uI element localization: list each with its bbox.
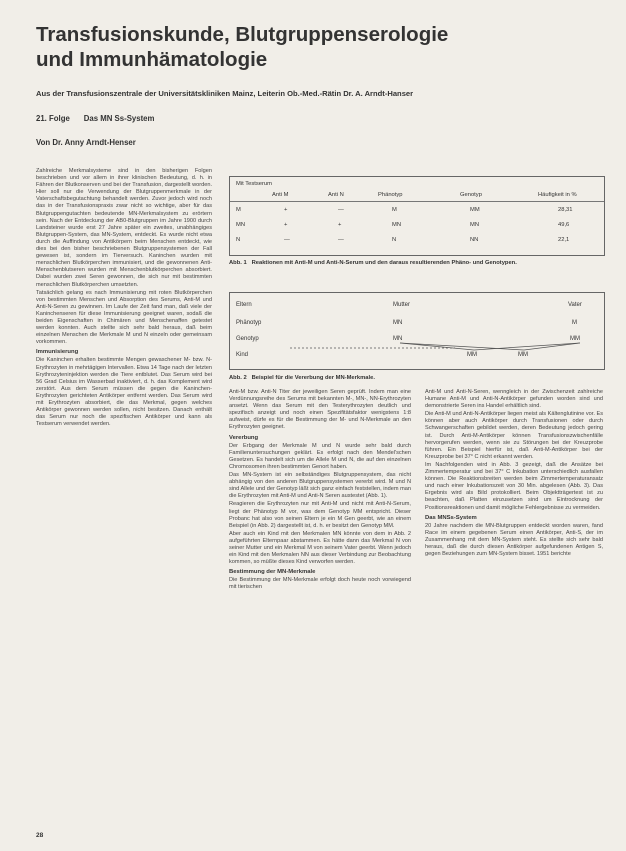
figure-label: Abb. 1 [229,260,247,266]
row-label-genotyp: Genotyp [236,336,259,342]
section-heading: Vererbung [229,434,259,441]
table-rule [230,201,604,202]
table-cell: + [284,207,288,213]
text-column-2 [229,389,411,827]
table-cell: — [338,207,344,213]
table-cell: + [284,222,288,228]
table-cell: N [392,237,397,243]
inheritance-diagram [229,292,605,370]
text-column-1 [36,168,212,820]
table-cell: 22,1 [558,237,570,243]
mutter-label: Mutter [393,302,411,308]
table-cell: 49,6 [558,222,570,228]
paragraph: Die Kaninchen erhalten bestimmte Mengen gewaschener M- bzw. N-Erythrozyten in mehrtägigen Intervallen. Etwa 14 Tage nach der letzten Erythrozyteninjektion werden die Tiere entblutet. Das Serum wird bei 56 Grad Celsius im Wasserbad inaktiviert, d. h. das Komplement wird zerstört. Aus dem Serum müssen die gegen die Kaninchen-Erythrozyten gerichteten Antikörper entfernt werden. Das Serum wird mit Erythrozyten absorbiert, die das Merkmal, gegen welches Antikörper gewonnen werden sollen, nicht besitzen. Danach enthält das Serum nur noch die spezifischen Antikörper und kann als Testserum verwendet werden. [36,357,212,428]
table-header: Häufigkeit in % [538,192,577,198]
paragraph: Zahlreiche Merkmalsysteme sind in den bisherigen Folgen beschrieben und vor allem in ihrer klinischen Bedeutung, d. h. in Fähren der Blutkonserven und bei der Transfusion, dargestellt worden. Hier soll nur die Verwendung der Blutgruppenmerkmale in der Vaterschaftsbegutachtung behandelt werden. Zuvor jedoch wird noch das in der Transfusionspraxis zwar nicht so wichtige, aber für das Blutgruppengutachten bedeutende MN-Merkmalsystem zu erörtern sein. Nach der Entdeckung der AB0-Blutgruppen im Jahre 1900 durch Landsteiner wurde erst 27 Jahre später ein zweites, unabhängiges Blutgruppen-System, das MN-System, entdeckt. Es wurde nicht etwa durch die Auffindung von Antikörpern beim Menschen entdeckt, wie dies bei den bisher beschriebenen Blutgruppensystemen der Fall gewesen ist, sondern im Tierversuch. Kaninchen wurden mit menschlichen Blutkörperchen immunisiert, und die gewonnenen Anti-Menschenblutseren wurden mit Menschenblutkörperchen absorbiert. Dabei wurden zwei Seren gewonnen, die sich nur mit bestimmten menschlichen Blutkörperchen umsetzten. [36,168,212,288]
paragraph: Der Erbgang der Merkmale M und N wurde sehr bald durch Familienuntersuchungen geklärt. Es erfolgt nach den Mendel'schen Gesetzen. Es handelt sich um die Allele M und N, die auf den einzelnen Chromosomen ihren bestimmten Genort haben. [229,442,411,470]
table-header: Phänotyp [378,192,403,198]
paragraph: Reagieren die Erythrozyten nur mit Anti-M und nicht mit Anti-N-Serum, liegt der Phänotyp M vor, was dem Genotyp MM entspricht. Dieser Probanc hat also von seinen Eltern je ein M Gen geerbt, wie an einem Beispiel (in Abb. 2) dargestellt ist, d. h. er besitzt den Genotyp MM. [229,501,411,529]
row-label-kind: Kind [236,352,249,358]
table-cell: N [236,237,241,243]
table-header: Genotyp [460,192,482,198]
figure-text: Beispiel für die Vererbung der MN-Merkmale. [251,375,375,381]
table-cell: — [338,237,344,243]
mutter-phenotype: MN [393,320,403,326]
text-column-3 [425,389,603,827]
vater-genotype: MM [570,336,580,342]
table-cell: MN [470,222,480,228]
paragraph: Anti-M bzw. Anti-N Titer der jeweiligen Seren geprüft. Indem man eine Verdünnungsreihe des Serums mit bekannten M-, MN-, NN-Erythrozyten ansetzt. Wenn das Serum mit den Testerythrozyten deutlich und spezifisch anzeigt und noch einen Spezifitätsfaktor wenigstens 1:8 aufweist, dürfe es für die Bestimmung der M- und N-Merkmale an den Erythrozyten geeignet. [229,389,411,431]
table-cell: MM [470,207,480,213]
episode-number: 21. Folge [36,114,70,123]
figure-caption-2 [229,375,603,382]
row-label-phaenotyp: Phänotyp [236,320,262,326]
author-line: Von Dr. Anny Arndt-Henser [36,138,136,147]
child-genotype: MM [467,352,477,358]
table-cell: M [392,207,397,213]
article-title [36,22,596,72]
episode-line [36,114,154,123]
table-cell: M [236,207,241,213]
table-cell: 28,31 [558,207,573,213]
title-line-2: und Immunhämatologie [36,48,268,71]
paragraph: Die Bestimmung der MN-Merkmale erfolgt doch heute noch vorwiegend mit tierischen [229,577,411,591]
source-line: Aus der Transfusionszentrale der Universitätskliniken Mainz, Leiterin Ob.-Med.-Rätin Dr. A. Arndt-Hanser [36,89,414,98]
row-label-eltern: Eltern [236,302,252,308]
table-cell: MN [392,222,402,228]
figure-caption-1 [229,260,603,267]
table-header: Anti N [328,192,344,198]
inheritance-svg [230,293,604,369]
figure-text: Reaktionen mit Anti-M und Anti-N-Serum und den daraus resultierenden Phäno- und Genotypen. [251,260,517,266]
table-header: Anti M [272,192,289,198]
paragraph: Aber auch ein Kind mit den Merkmalen MN könnte von dem in Abb. 2 aufgeführten Elternpaar abstammen. Es hätte dann das Merkmal N von seiner Mutter und ein Merkmal M von seinem Vater geerbt. Wenn jedoch ein Kind mit den Merkmalen NN aus dieser Verbindung zur Beobachtung kommen, so müßte dieses Kind verworfen werden. [229,530,411,566]
paragraph: Die Anti-M und Anti-N-Antikörper liegen meist als Kältenglutinine vor. Es können aber auch Antikörper durch Transfusionen oder durch Schwangerschaften gebildet werden, deren Bedeutung jedoch gering ist. Durch Anti-M-Antikörper können Transfusionszwischenfälle hervorgerufen werden, wenn sie zu Störungen bei der Kreuzprobe führen. Ein Beispiel hierfür ist, daß Anti-M-Antikörper bei der Kreuzprobe bei 37° C nicht erkannt werden. [425,411,603,460]
page-number: 28 [36,832,44,839]
paragraph: Tatsächlich gelang es nach Immunisierung mit roten Blutkörperchen von bestimmten Menschen und Absorption des Serums, Anti-M und Anti-N-Seren zu gewinnen. Im Laufe der Zeit fand man, daß viele der Kaninchenseren für diese Immunisierung geeignet waren, sodaß die beiden Eigenschaften in Chimären und Menschenaffen getestet werden konnten. Auch stellte sich sehr bald heraus, daß beim einzelnen Menschen die Merkmale M und N einzeln oder gemeinsam vorkommen. [36,289,212,346]
paragraph: Anti-M und Anti-N-Seren, wenngleich in der Zwischenzeit zahlreiche Humane Anti-M und Anti-N-Antikörper gefunden worden sind und demonstrierte Seren ins Handel erhältlich sind. [425,389,603,410]
section-heading: Immunisierung [36,349,79,356]
vater-label: Vater [568,302,582,308]
mutter-genotype: MN [393,336,403,342]
episode-title: Das MN Ss-System [83,114,155,123]
figure-label: Abb. 2 [229,375,247,381]
inheritance-line [474,343,580,350]
child-genotype: MM [518,352,528,358]
table-cell: MN [236,222,246,228]
table-cell: + [338,222,342,228]
inheritance-line [524,343,580,350]
results-table [229,176,605,256]
title-line-1: Transfusionskunde, Blutgruppenserologie [36,23,449,46]
section-heading: Bestimmung der MN-Merkmale [229,569,316,576]
table-cell: — [284,237,290,243]
paragraph: Im Nachfolgenden wird in Abb. 3 gezeigt, daß die Ansätze bei Zimmertemperatur und bei 37° C Inkubation unterschiedlich ausfallen können. Die Reaktionsbreiten werden beim Zimmertemperaturansatz und nach einer Inkubationszeit von 30 Min. abgelesen (Abb. 3). Das Ergebnis wird als Bild protokolliert. Beim Objektträgertest ist zu beachten, daß Platten einzusetzen sind um Eintrocknung der Positionsreaktionen und damit mögliche Fehlergebnisse zu vermeiden. [425,461,603,511]
paragraph: Das MN-System ist ein selbständiges Blutgruppensystem, das nicht abhängig von den anderen Blutgruppensystemen vererbt wird. M und N sind Allele und der Genotyp läßt sich ganz einfach feststellen, indem man die Erythrozyten mit Anti-M und Anti-N Seren austestet (Abb. 1). [229,472,411,500]
paragraph: 20 Jahre nachdem die MN-Blutgruppen entdeckt worden waren, fand Race im einem gegebenen Serum einen Antikörper, Anti-S, der im Zusammenhang mit dem MN-System steht. Es stellte sich sehr bald heraus, daß die durch diesen Antikörper aufgefundenen Antigen S, gegen Beziehungen zum MN-System bisset. 1951 berichte [425,522,603,558]
vater-phenotype: M [572,320,577,326]
table-cell: NN [470,237,479,243]
table-caption: Mit Testserum [236,181,272,187]
section-heading: Das MNSs-System [425,514,477,521]
